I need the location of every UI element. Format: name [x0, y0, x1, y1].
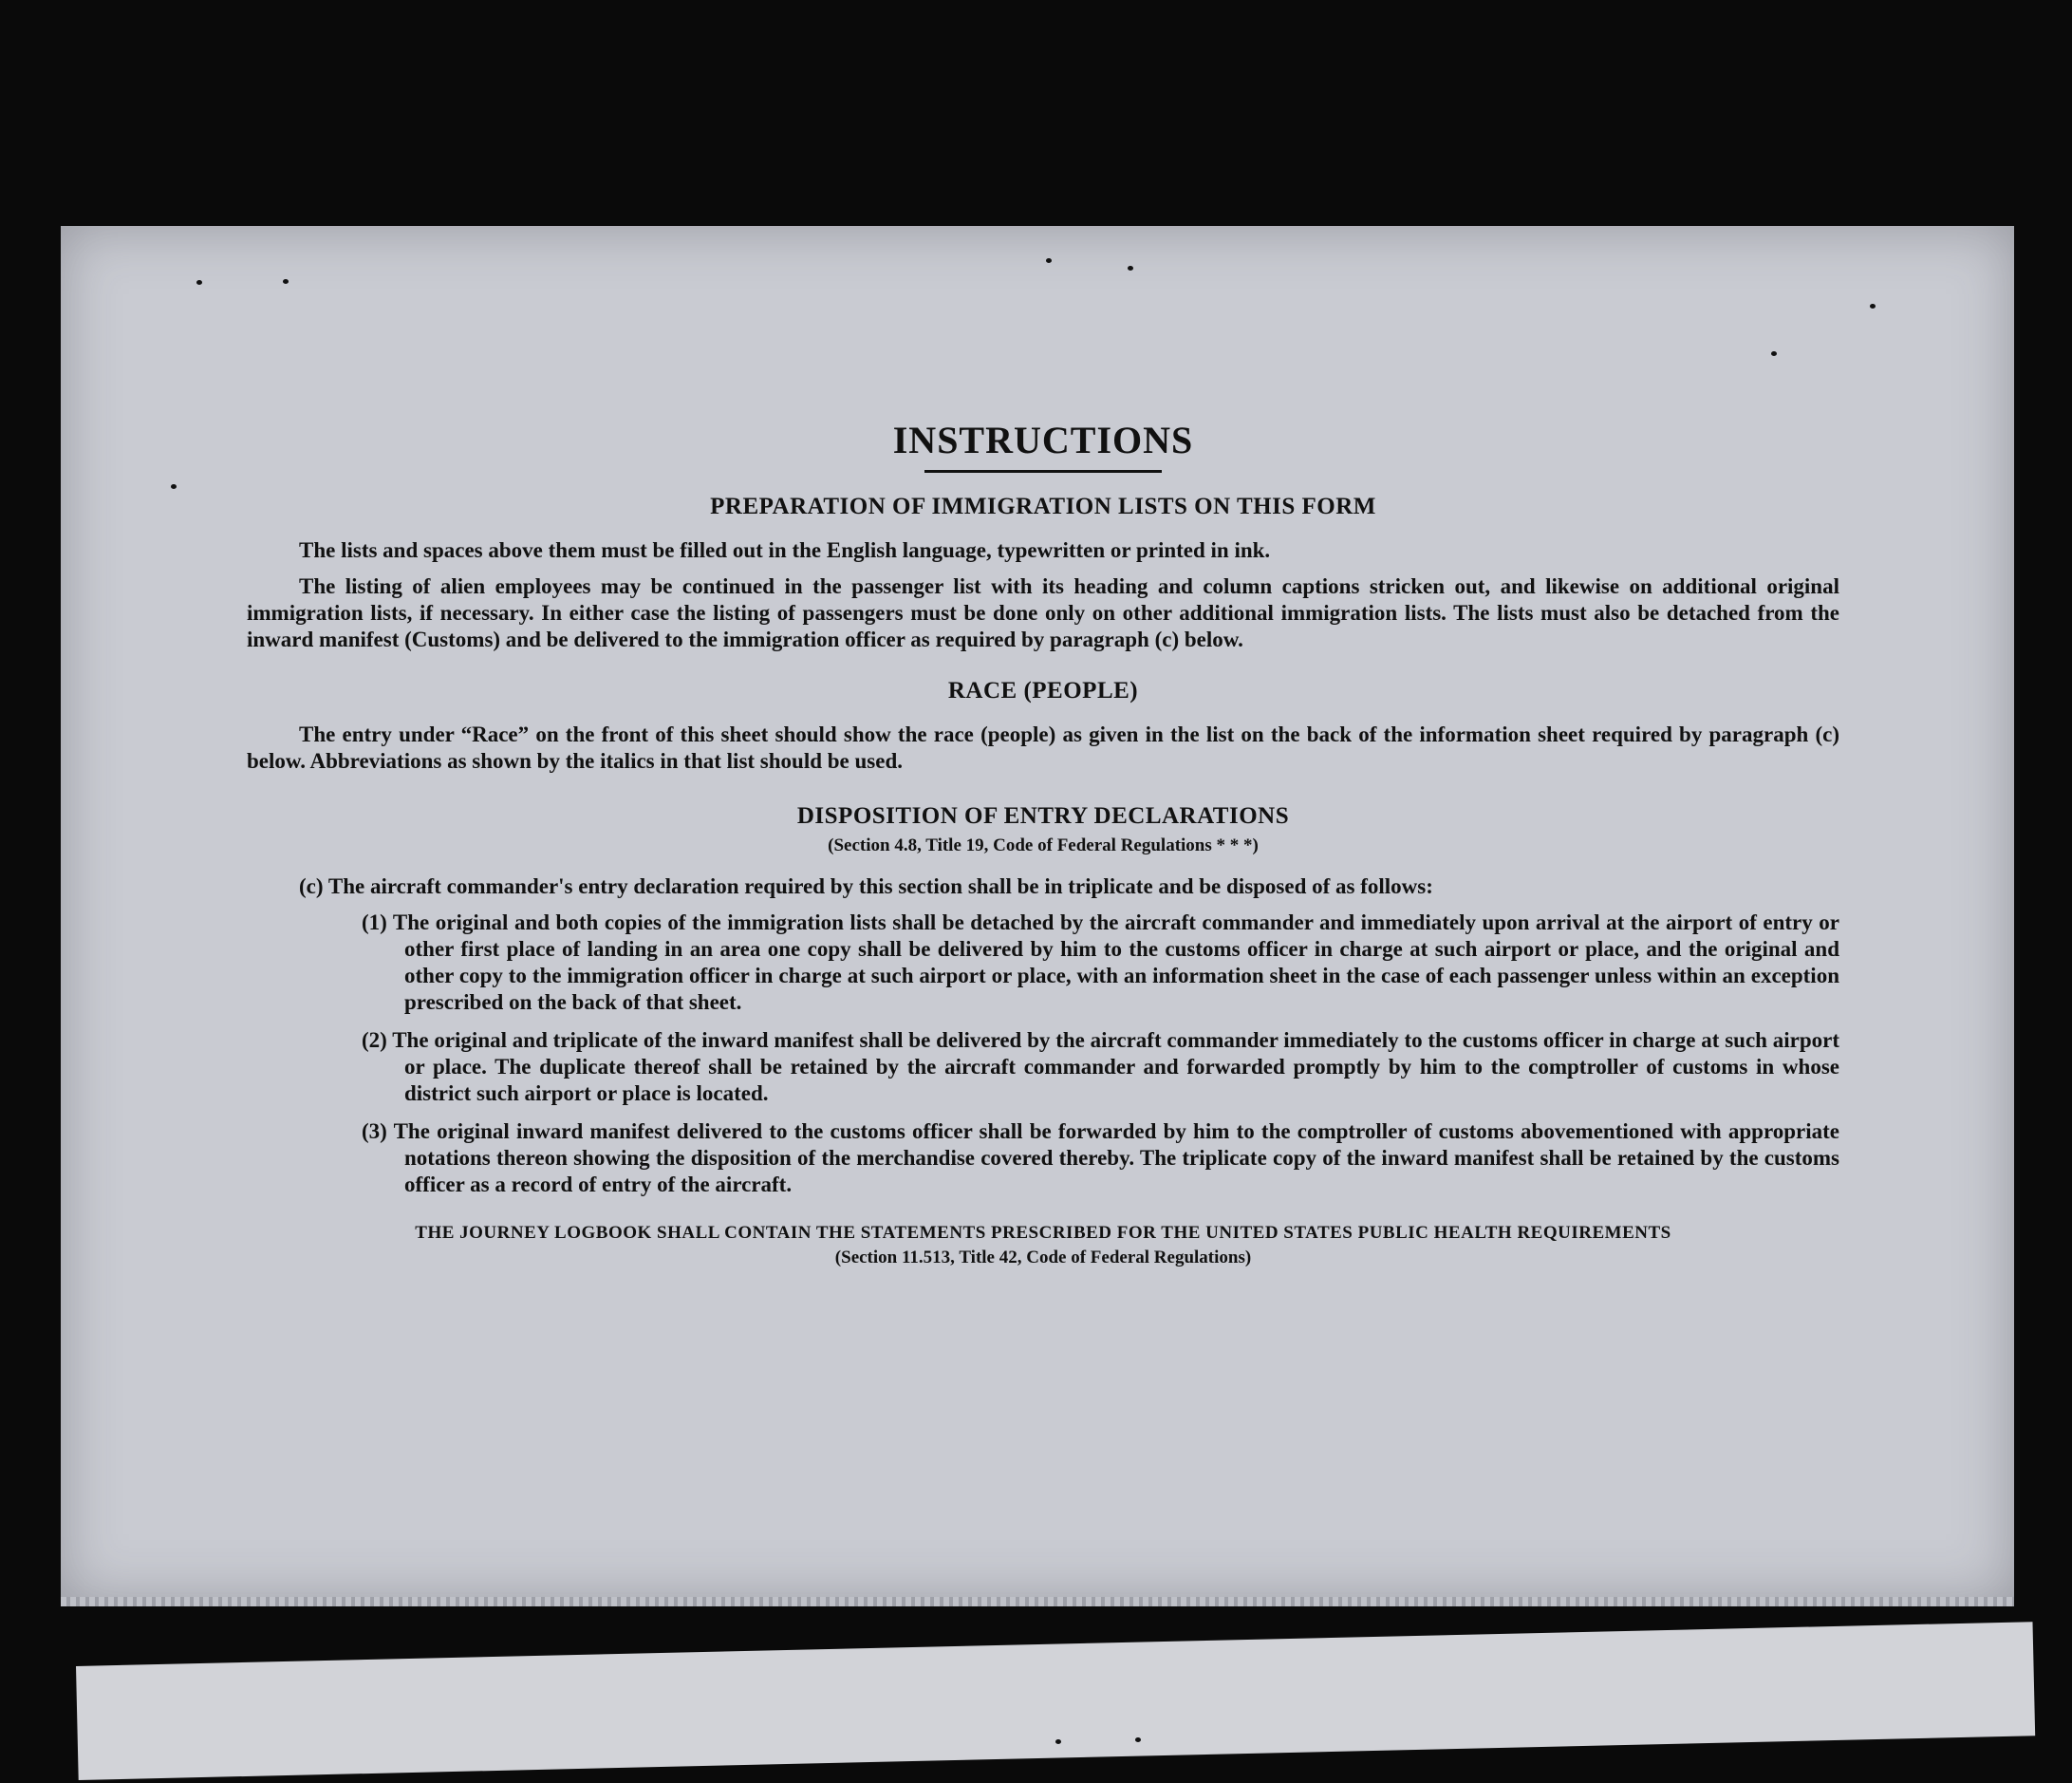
list-item: (3) The original inward manifest delivered to the customs officer shall be forwarded by him to the comptroller of customs abovementioned with appropriate notations thereon showing the disposition of the merchandise covered thereby. The triplicate copy of the inward manifest shall be retained by the customs officer as a record of entry of the aircraft.: [362, 1119, 1839, 1196]
title-underline: [924, 470, 1162, 473]
dust-speck: [1135, 1737, 1141, 1742]
paragraph: The listing of alien employees may be continued in the passenger list with its heading and column captions stricken out, and likewise on additional original immigration lists, if necessary. In either case the listing of passengers must be done only on other additional immigration lists. The lists must also be detached from the inward manifest (Customs) and be delivered to the immigration officer as required by paragraph (c) below.: [247, 574, 1839, 651]
paragraph: The lists and spaces above them must be filled out in the English language, typewritten or printed in ink.: [299, 538, 1271, 562]
page-perforated-edge: [61, 1597, 2014, 1606]
list-item: (2) The original and triplicate of the inward manifest shall be delivered by the aircraft commander immediately to the customs officer in charge at such airport or place. The duplicate thereof shall be retained by the aircraft commander and forwarded promptly by him to the comptroller of customs in whose district such airport or place is located.: [362, 1028, 1839, 1105]
dust-speck: [171, 484, 177, 489]
dust-speck: [283, 279, 289, 284]
lower-paper-strip: [76, 1622, 2035, 1780]
dust-speck: [1771, 351, 1777, 356]
list-item: (1) The original and both copies of the immigration lists shall be detached by the aircraft commander and immediately upon arrival at the airport of entry or other first place of landing in an area one copy shall be delivered by him to the customs officer in charge at such airport or place, and the original and other copy to the immigration officer in charge at such airport or place, with an information sheet in the case of each passenger unless within an exception prescribed on the back of that sheet.: [362, 910, 1839, 1014]
footer-citation: (Section 11.513, Title 42, Code of Federal Regulations): [834, 1248, 1252, 1267]
footer-statement: THE JOURNEY LOGBOOK SHALL CONTAIN THE STATEMENTS PRESCRIBED FOR THE UNITED STATES PUBLIC HEALTH REQUIREMENTS: [415, 1223, 1671, 1243]
dust-speck: [1128, 266, 1133, 271]
section-citation: (Section 4.8, Title 19, Code of Federal Regulations * * *): [828, 835, 1259, 855]
instructions-content: [247, 418, 1839, 1268]
dust-speck: [1870, 304, 1876, 309]
lead-paragraph: (c) The aircraft commander's entry declaration required by this section shall be in triplicate and be disposed of as follows:: [299, 874, 1433, 898]
dust-speck: [1055, 1739, 1061, 1744]
page-title: INSTRUCTIONS: [892, 419, 1194, 461]
section-heading-race: RACE (PEOPLE): [947, 678, 1139, 704]
dust-speck: [1046, 258, 1052, 263]
section-heading-preparation: PREPARATION OF IMMIGRATION LISTS ON THIS FORM: [710, 494, 1376, 519]
section-heading-disposition: DISPOSITION OF ENTRY DECLARATIONS: [796, 803, 1290, 829]
paragraph: The entry under “Race” on the front of this sheet should show the race (people) as given in the list on the back of the information sheet required by paragraph (c) below. Abbreviations as shown by the italics in that list should be used.: [247, 723, 1839, 773]
dust-speck: [196, 280, 202, 285]
